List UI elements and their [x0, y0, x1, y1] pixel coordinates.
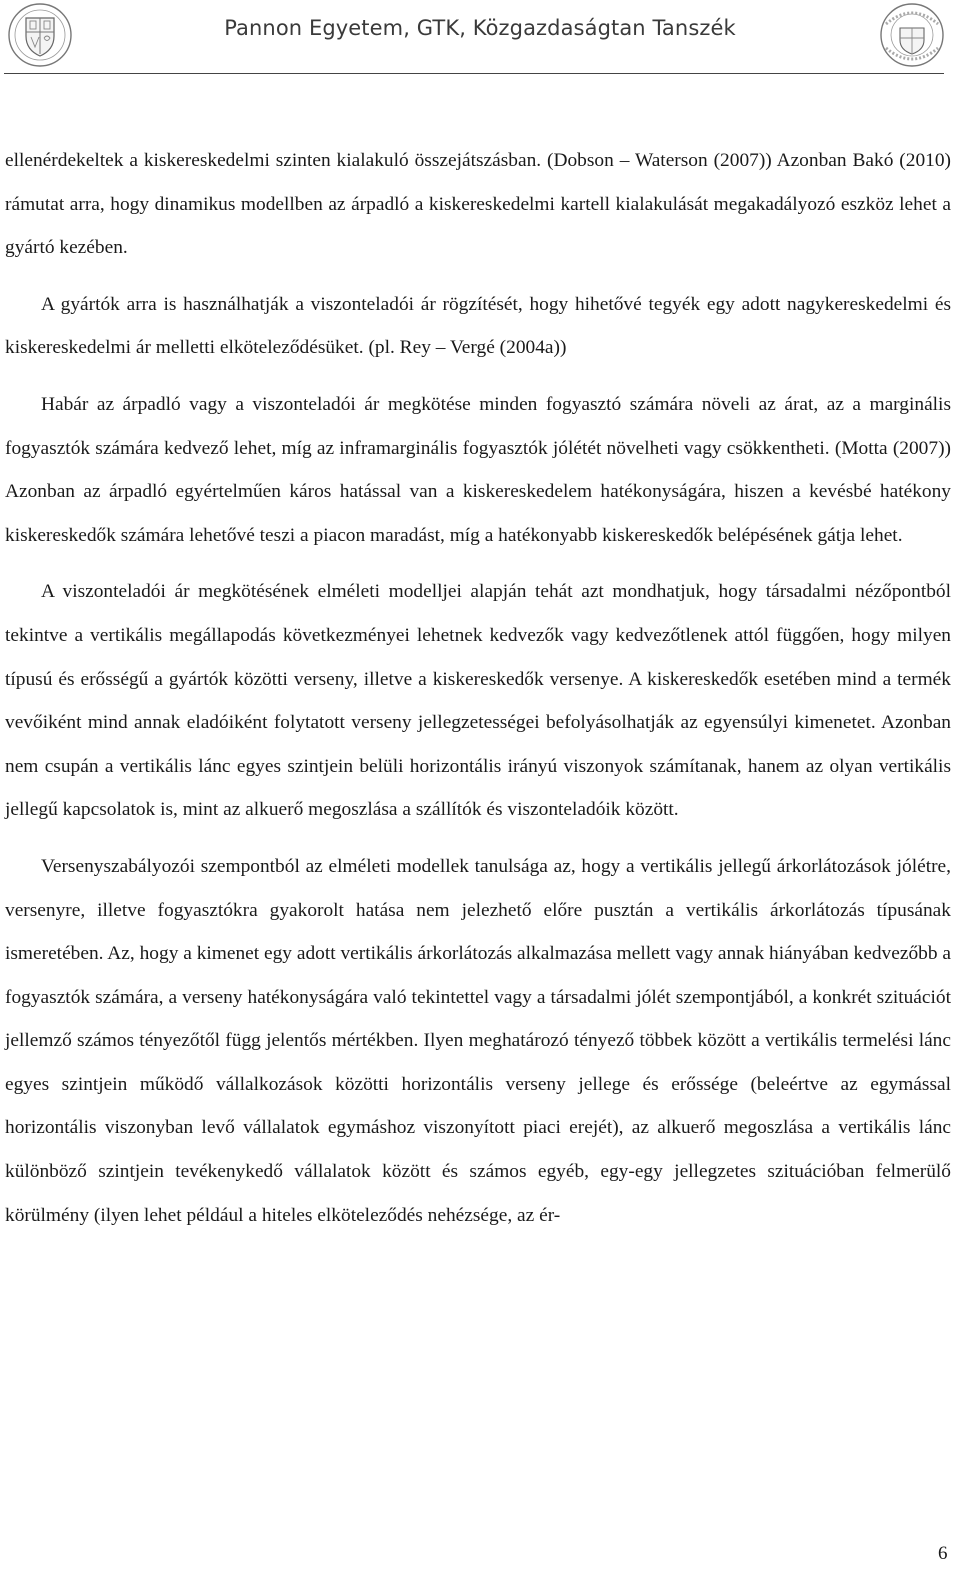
header-rule	[4, 73, 944, 74]
page-number: 6	[938, 1543, 948, 1564]
paragraph-4: A viszonteladói ár megkötésének elméleti modelljei alapján tehát azt mondhatjuk, hogy társadalmi nézőpontból tekintve a vertikális megállapodás következményei lehetnek kedvezők vagy kedvezőtlenek attól függően, hogy milyen típusú és erősségű a gyártók közötti verseny, illetve a kiskereskedők versenye. A kiskereskedők esetében mind a termék vevőiként mind annak eladóiként folytatott verseny jellegzetességei befolyásolhatják az egyensúlyi kimenetet. Azonban nem csupán a vertikális lánc egyes szintjein belüli horizontális irányú viszonyok számítanak, hanem az olyan vertikális jellegű kapcsolatok is, mint az alkuerő megoszlása a szállítók és viszonteladóik között.	[5, 581, 951, 821]
paragraph-1: ellenérdekeltek a kiskereskedelmi szinten kialakuló összejátszásban. (Dobson – Waterson (2007)) Azonban Bakó (2010) rámutat arra, hogy dinamikus modellben az árpadló a kiskereskedelmi kartell kialakulását megakadályozó eszköz lehet a gyártó kezében.	[5, 150, 951, 259]
faculty-seal-logo	[876, 2, 948, 68]
paragraph-2: A gyártók arra is használhatják a viszonteladói ár rögzítését, hogy hihetővé tegyék egy adott nagykereskedelmi és kiskereskedelmi ár melletti elköteleződésüket. (pl. Rey – Vergé (2004a))	[5, 293, 951, 359]
header-title: Pannon Egyetem, GTK, Közgazdaságtan Tanszék	[224, 16, 736, 40]
paragraph-3: Habár az árpadló vagy a viszonteladói ár megkötése minden fogyasztó számára növeli az árat, az a marginális fogyasztók számára kedvező lehet, míg az inframarginális fogyasztók jólétét növelheti vagy csökkentheti. (Motta (2007)) Azonban az árpadló egyértelműen káros hatással van a kiskereskedelem hatékonyságára, hiszen a kevésbé hatékony kiskereskedők számára lehetővé teszi a piacon maradást, míg a hatékonyabb kiskereskedők belépésének gátja lehet.	[5, 393, 951, 546]
paragraph-5: Versenyszabályozói szempontból az elméleti modellek tanulsága az, hogy a vertikális jellegű árkorlátozások jólétre, versenyre, illetve fogyasztókra gyakorolt hatása nem jelezhető előre pusztán a vertikális árkorlátozás típusának ismeretében. Az, hogy a kimenet egy adott vertikális árkorlátozás alkalmazása mellett vagy annak hiányában kedvezőbb a fogyasztók számára, a verseny hatékonyságára való tekintettel vagy a társadalmi jólét szempontjából, a konkrét szituációt jellemző számos tényezőtől függ jelentős mértékben. Ilyen meghatározó tényező többek között a vertikális termelési lánc egyes szintjein működő vállalkozások közötti horizontális verseny jellege és erőssége (beleértve az egymással horizontális viszonyban levő vállalatok egymáshoz viszonyított piaci erejét), az alkuerő megoszlása a vertikális lánc különböző szintjein tevékenykedő vállalatok között és számos egyéb, egy-egy jellegzetes szituációban felmerülő körülmény (ilyen lehet például a hiteles elköteleződés nehézsége, az ér-	[5, 855, 952, 1226]
document-body	[5, 139, 951, 1237]
page-header	[0, 0, 960, 80]
